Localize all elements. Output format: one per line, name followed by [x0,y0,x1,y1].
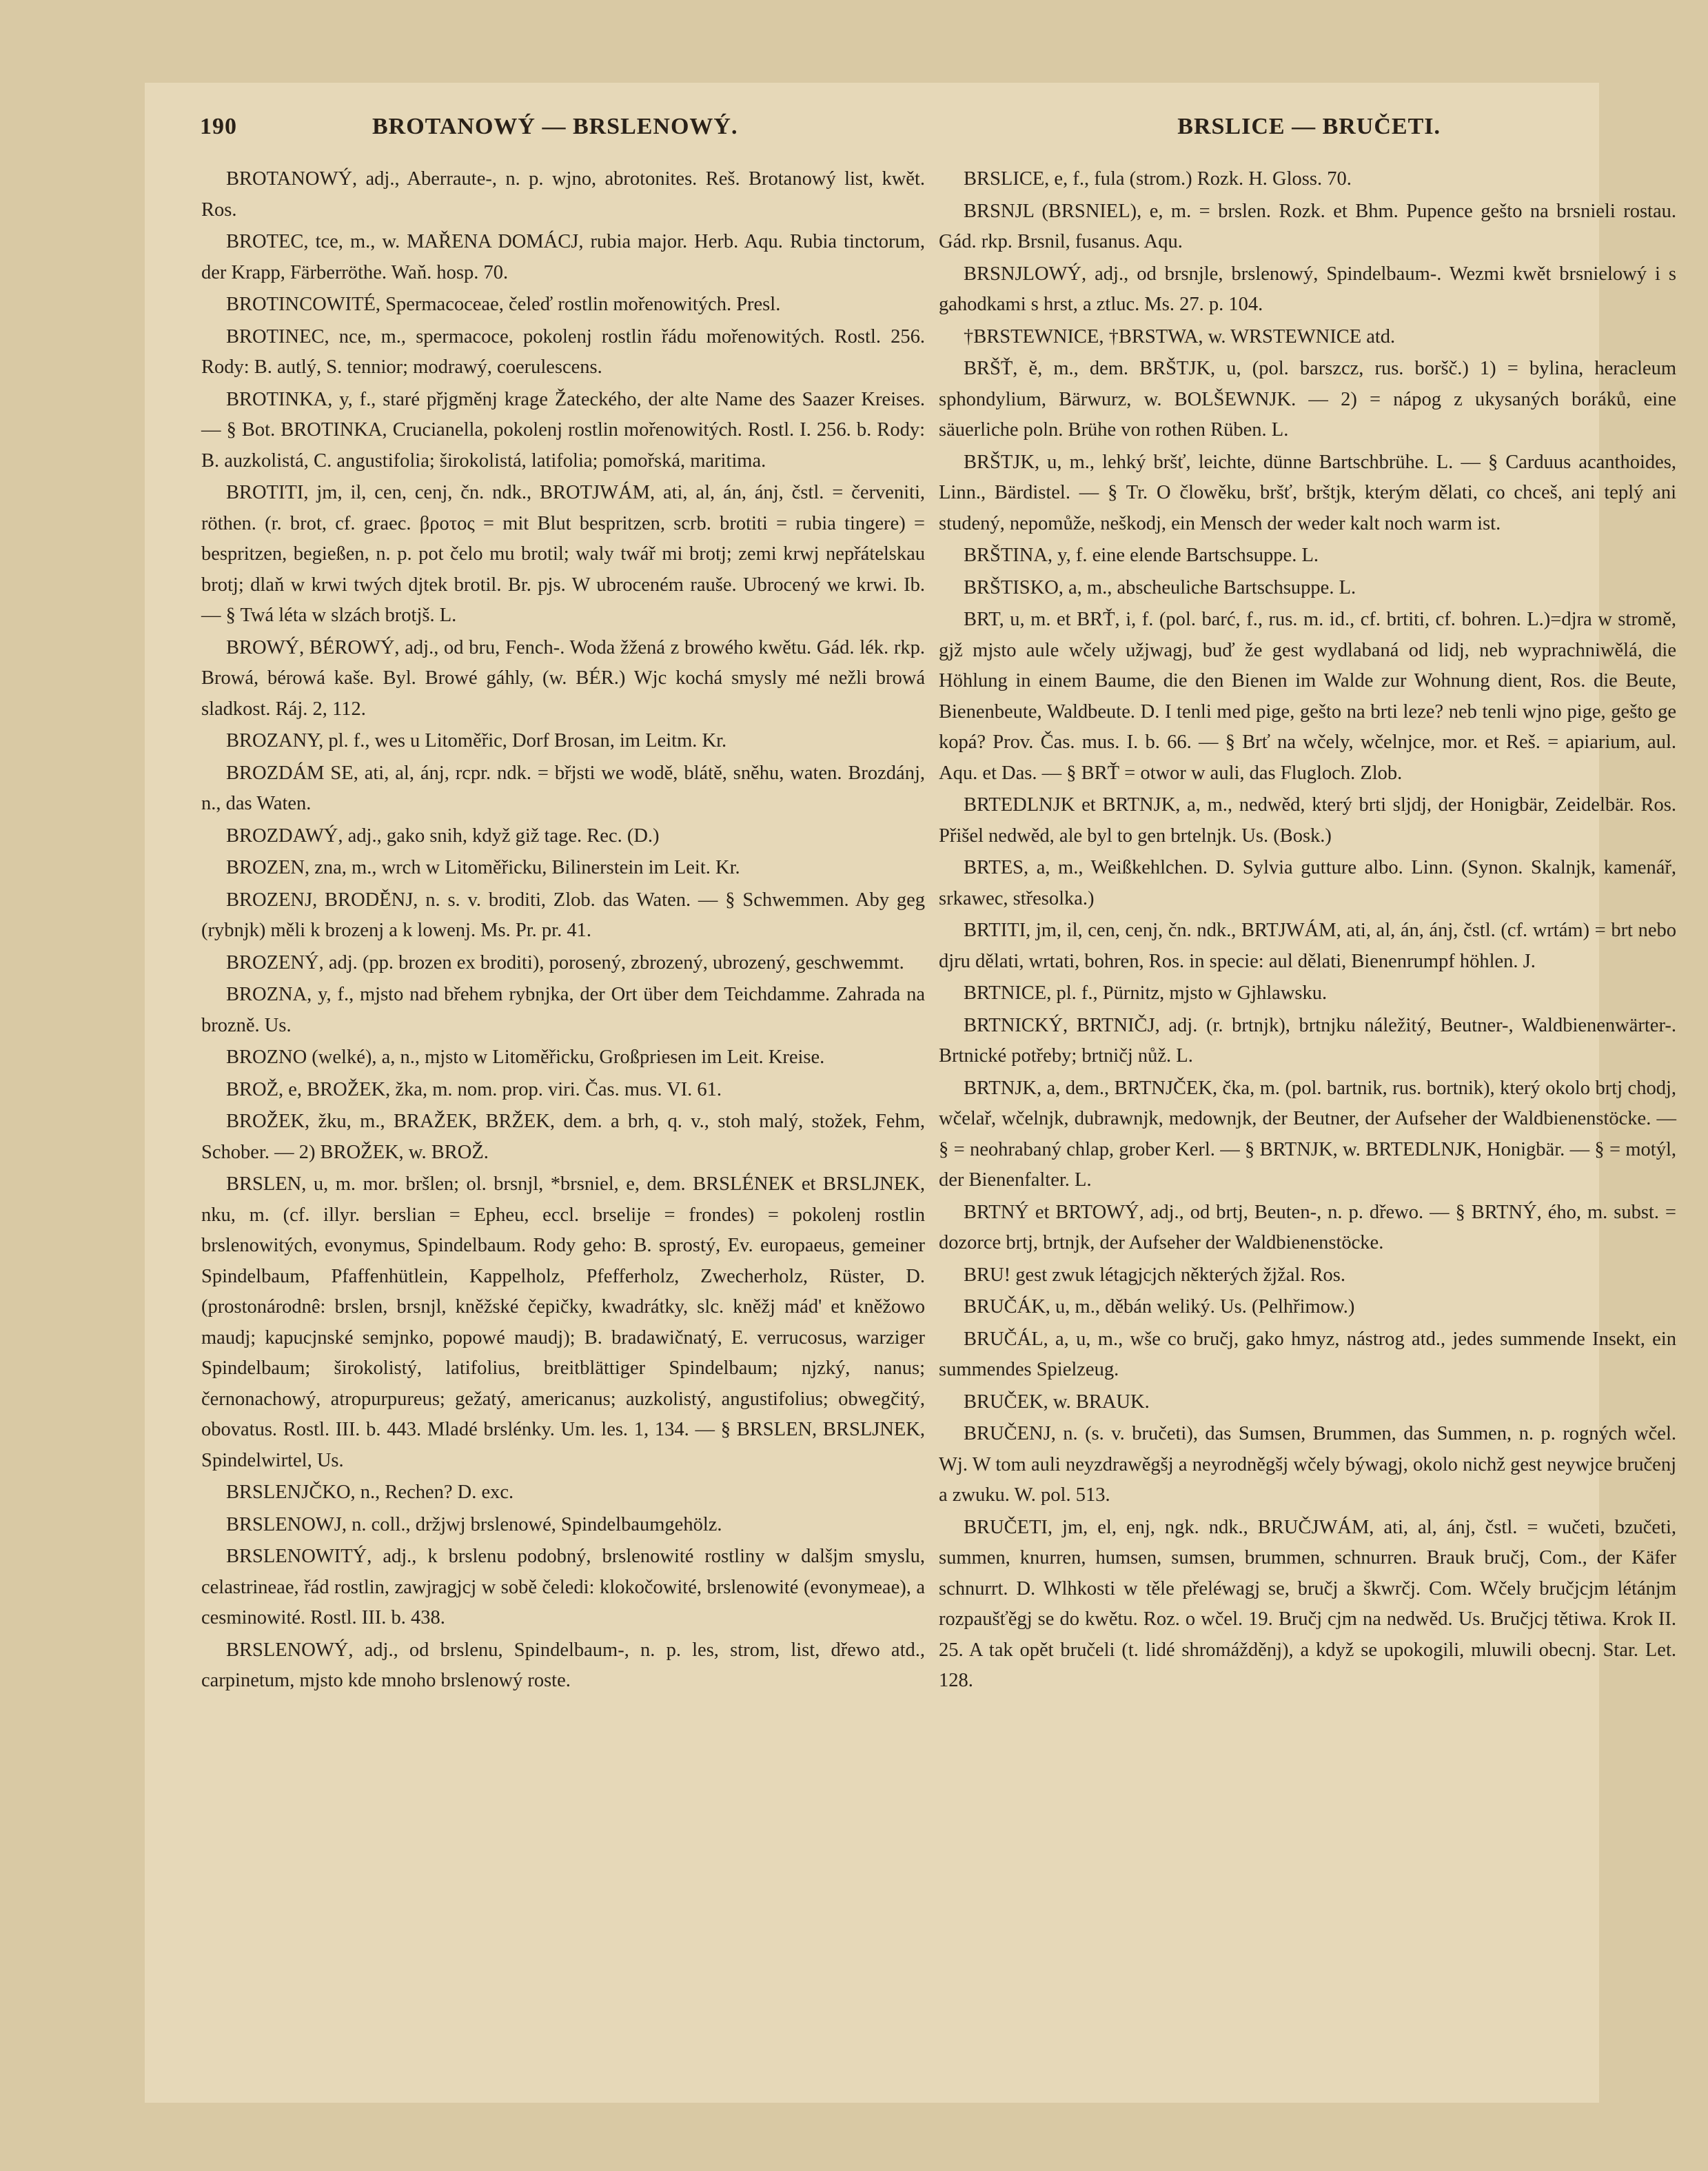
dictionary-entry: BROTINEC, nce, m., spermacoce, pokolenj rostlin řádu mořenowitých. Rostl. 256. Rody: B. autlý, S. tennior; modrawý, coerulescens. [201,325,925,378]
dictionary-entry: BRTNJK, a, dem., BRTNJČEK, čka, m. (pol. bartnik, rus. bortnik), který okolo brtj chodj, wčelař, wčelnjk, dubrawnjk, medownjk, der Beutner, der Aufseher der Waldbienenstöcke. — § = neohrabaný chlap, grober Kerl. — § BRTNJK, w. BRTEDLNJK, Honigbär. — § = motýl, der Bienenfalter. L. [939,1077,1676,1191]
dictionary-entry: BROŽ, e, BROŽEK, žka, m. nom. prop. viri. Čas. mus. VI. 61. [226,1078,722,1100]
dictionary-entry: BRŠTISKO, a, m., abscheuliche Bartschsuppe. L. [964,576,1356,598]
left-column [201,164,925,1698]
page-number: 190 [200,114,237,139]
dictionary-entry: BROZDAWÝ, adj., gako snih, když giž tage. Rec. (D.) [226,825,660,847]
dictionary-entry: BRSLENOWÝ, adj., od brslenu, Spindelbaum-, n. p. les, strom, list, dřewo atd., carpinetum, mjsto kde mnoho brslenowý roste. [201,1639,925,1691]
dictionary-entry: BRSLICE, e, f., fula (strom.) Rozk. H. Gloss. 70. [964,168,1352,190]
dictionary-entry: BRTEDLNJK et BRTNJK, a, m., nedwěd, který brti sljdj, der Honigbär, Zeidelbär. Ros. Přišel nedwěd, ale byl to gen brtelnjk. Us. (Bosk.) [939,794,1676,847]
dictionary-entry: BRUČÁK, u, m., děbán weliký. Us. (Pelhřimow.) [964,1296,1355,1317]
dictionary-entry: BRSNJLOWÝ, adj., od brsnjle, brslenowý, Spindelbaum-. Wezmi kwět brsnielowý i s gahodkami s hrst, a ztluc. Ms. 27. p. 104. [939,263,1676,315]
dictionary-entry: BRTITI, jm, il, cen, cenj, čn. ndk., BRTJWÁM, ati, al, án, ánj, čstl. (cf. wrtám) = brt nebo djru dělati, wrtati, bohren, Ros. in specie: aul dělati, Bienenrumpf höhlen. J. [939,920,1676,972]
dictionary-entry: BRSLENOWJ, n. coll., držjwj brslenowé, Spindelbaumgehölz. [226,1513,722,1535]
dictionary-entry: BROZANY, pl. f., wes u Litoměřic, Dorf Brosan, im Leitm. Kr. [226,730,727,751]
dictionary-entry: BROZDÁM SE, ati, al, ánj, rcpr. ndk. = břjsti we wodě, blátě, sněhu, waten. Brozdánj, n., das Waten. [201,762,925,814]
dictionary-entry: BROZNO (welké), a, n., mjsto w Litoměřicku, Großpriesen im Leit. Kreise. [226,1047,825,1068]
dictionary-entry: BRTNICKÝ, BRTNIČJ, adj. (r. brtnjk), brtnjku náležitý, Beutner-, Waldbienenwärter-. Brtnické potřeby; brtničj nůž. L. [939,1014,1676,1067]
dictionary-entry: BRUČÁL, a, u, m., wše co bručj, gako hmyz, nástrog atd., jedes summende Insekt, ein summendes Spielzeug. [939,1328,1676,1380]
dictionary-entry: BRTNICE, pl. f., Pürnitz, mjsto w Gjhlawsku. [964,982,1328,1004]
dictionary-entry: BRU! gest zwuk létagjcjch některých žjžal. Ros. [964,1264,1345,1286]
dictionary-entry: BRUČENJ, n. (s. v. bručeti), das Sumsen, Brummen, das Summen, n. p. rogných wčel. Wj. W tom auli neyzdrawěgšj a neyrodněgšj wčely býwagj, okolo nichž gest neywjce bručenj a zwuku. W. pol. 513. [939,1423,1676,1506]
dictionary-entry: BROŽEK, žku, m., BRAŽEK, BRŽEK, dem. a brh, q. v., stoh malý, stožek, Fehm, Schober. — 2) BROŽEK, w. BROŽ. [201,1111,925,1163]
dictionary-entry: BROTANOWÝ, adj., Aberraute-, n. p. wjno, abrotonites. Reš. Brotanowý list, kwět. Ros. [201,168,925,221]
dictionary-entry: BRSLEN, u, m. mor. bršlen; ol. brsnjl, *brsniel, e, dem. BRSLÉNEK et BRSLJNEK, nku, m. (cf. illyr. berslian = Epheu, eccl. brselije = frondes) = pokolenj rostlin brslenowitých, evonymus, Spindelbaum. Rody geho: B. sprostý, Ev. europaeus, gemeiner Spindelbaum, Pfaffenhütlein, Kappelholz, Pfefferholz, Zwecherholz, Rüster, D. (prostonárodnê: brslen, brsnjl, kněžské čepičky, kwadrátky, slc. kněžj mád' et kněžowo maudj; kapucjnské semjnko, popowé maudj); B. bradawičnatý, E. verrucosus, warziger Spindelbaum; širokolistý, latifolius, breitblättiger Spindelbaum; njzký, nanus; černonachowý, atropurpureus; gežatý, americanus; auzkolistý, angustifolius; obwegčitý, obovatus. Rostl. III. b. 443. Mladé brslénky. Um. les. 1, 134. — § BRSLEN, BRSLJNEK, Spindelwirtel, Us. [201,1173,925,1471]
dictionary-entry: BRSLENJČKO, n., Rechen? D. exc. [226,1482,514,1503]
dictionary-entry: BROZNA, y, f., mjsto nad břehem rybnjka, der Ort über dem Teichdamme. Zahrada na brozně. Us. [201,984,925,1036]
dictionary-entry: BRTES, a, m., Weißkehlchen. D. Sylvia gutture albo. Linn. (Synon. Skalnjk, kamenář, srkawec, střesolka.) [939,857,1676,909]
dictionary-entry: BROTINKA, y, f., staré přjgměnj krage Žateckého, der alte Name des Saazer Kreises. — § Bot. BROTINKA, Crucianella, pokolenj rostlin mořenowitých. Rostl. I. 256. b. Rody: B. auzkolistá, C. angustifolia; širokolistá, latifolia; pomořská, maritima. [201,388,925,472]
dictionary-entry: BRT, u, m. et BRŤ, i, f. (pol. barć, f., rus. m. id., cf. brtiti, cf. bohren. L.)=djra w stromě, gjž mjsto aule wčely užjwagj, buď že gest wydlabaná od lidj, neb wyprachniwělá, die Höhlung in einem Baume, die den Bienen im Walde zur Wohnung dient, Ros. die Beute, Bienenbeute, Waldbeute. D. I tenli med pige, gešto na brti leze? neb tenli wjno pige, gešto ge kopá? Prov. Čas. mus. I. b. 66. — § Brť na wčely, wčelnjce, mor. et Reš. = apiarium, aul. Aqu. et Das. — § BRŤ = otwor w auli, das Flugloch. Zlob. [939,609,1676,784]
page-header [200,114,1441,148]
dictionary-entry: BRŠTINA, y, f. eine elende Bartschsuppe. L. [964,545,1319,566]
dictionary-entry: BRSLENOWITÝ, adj., k brslenu podobný, brslenowité rostliny w dalšjm smyslu, celastrineae, řád rostlin, zawjragjcj w sobě čeledi: klokočowité, brslenowité (evonymeae), a cesminowité. Rostl. III. b. 438. [201,1546,925,1628]
dictionary-entry: BRUČEK, w. BRAUK. [964,1391,1150,1413]
dictionary-entry: BROZENÝ, adj. (pp. brozen ex broditi), porosený, zbrozený, ubrozený, geschwemmt. [226,951,904,973]
right-running-head: BRSLICE — BRUČETI. [1177,114,1441,139]
dictionary-entry: BROZEN, zna, m., wrch w Litoměřicku, Bilinerstein im Leit. Kr. [226,857,740,878]
dictionary-entry: BRŠTJK, u, m., lehký bršť, leichte, dünne Bartschbrühe. L. — § Carduus acanthoides, Linn., Bärdistel. — § Tr. O člowěku, bršť, brštjk, kterým dělati, co chceš, ani teplý ani studený, nepomůže, neškodj, ein Mensch der weder kalt noch warm ist. [939,451,1676,534]
dictionary-entry: BRUČETI, jm, el, enj, ngk. ndk., BRUČJWÁM, ati, al, ánj, čstl. = wučeti, bzučeti, summen, knurren, humsen, sumsen, brummen, schnurren. Brauk bručj, Com., der Käfer schnurrt. D. Wlhkosti w těle přeléwagj se, bručj a škwrčj. Com. Wčely bručjcjm létánjm rozpaušťěgj se do kwětu. Roz. o wčel. 19. Bručj cjm na nedwěd. Us. Bručjcj tětiwa. Krok II. 25. A tak opět bručeli (t. lidé shromážděnj), a když se upokogili, mluwili obecnj. Star. Let. 128. [939,1516,1676,1691]
dictionary-entry: †BRSTEWNICE, †BRSTWA, w. WRSTEWNICE atd. [964,325,1396,347]
dictionary-entry: BROWÝ, BÉROWÝ, adj., od bru, Fench-. Woda žžená z browého kwětu. Gád. lék. rkp. Browá, bérowá kaše. Byl. Browé gáhly, (w. BÉR.) Wjc kochá smysly mé nežli browá sladkost. Ráj. 2, 112. [201,636,925,720]
dictionary-entry: BRŠŤ, ě, m., dem. BRŠTJK, u, (pol. barszcz, rus. boršč.) 1) = bylina, heracleum sphondylium, Bärwurz, w. BOLŠEWNJK. — 2) = nápog z ukysaných boráků, eine säuerliche poln. Brühe von rothen Rüben. L. [939,358,1676,441]
dictionary-entry: BROZENJ, BRODĚNJ, n. s. v. broditi, Zlob. das Waten. — § Schwemmen. Aby geg (rybnjk) měli k brozenj a k lowenj. Ms. Pr. pr. 41. [201,889,925,941]
dictionary-entry: BROTEC, tce, m., w. MAŘENA DOMÁCJ, rubia major. Herb. Aqu. Rubia tinctorum, der Krapp, Färberröthe. Waň. hosp. 70. [201,231,925,283]
dictionary-entry: BROTITI, jm, il, cen, cenj, čn. ndk., BROTJWÁM, ati, al, án, ánj, čstl. = červeniti, röthen. (r. brot, cf. graec. βροτος = mit Blut bespritzen, scrb. brotiti = rubia tingere) = bespritzen, begießen, n. p. pot čelo mu brotil; waly twář mi brotj; zemi krwj nepřátelskau brotj; dlaň w krwi twých djtek brotil. Br. pjs. W ubroceném rauše. Ubrocený we krwi. Ib. — § Twá léta w slzách brotjš. L. [201,482,925,626]
left-running-head: BROTANOWÝ — BRSLENOWÝ. [372,114,738,139]
dictionary-entry: BROTINCOWITÉ, Spermacoceae, čeleď rostlin mořenowitých. Presl. [226,294,781,315]
right-column [939,164,1676,1698]
dictionary-entry: BRSNJL (BRSNIEL), e, m. = brslen. Rozk. et Bhm. Pupence gešto na brsnieli rostau. Gád. rkp. Brsnil, fusanus. Aqu. [939,200,1676,252]
dictionary-entry: BRTNÝ et BRTOWÝ, adj., od brtj, Beuten-, n. p. dřewo. — § BRTNÝ, ého, m. subst. = dozorce brtj, brtnjk, der Aufseher der Waldbienenstöcke. [939,1201,1676,1253]
